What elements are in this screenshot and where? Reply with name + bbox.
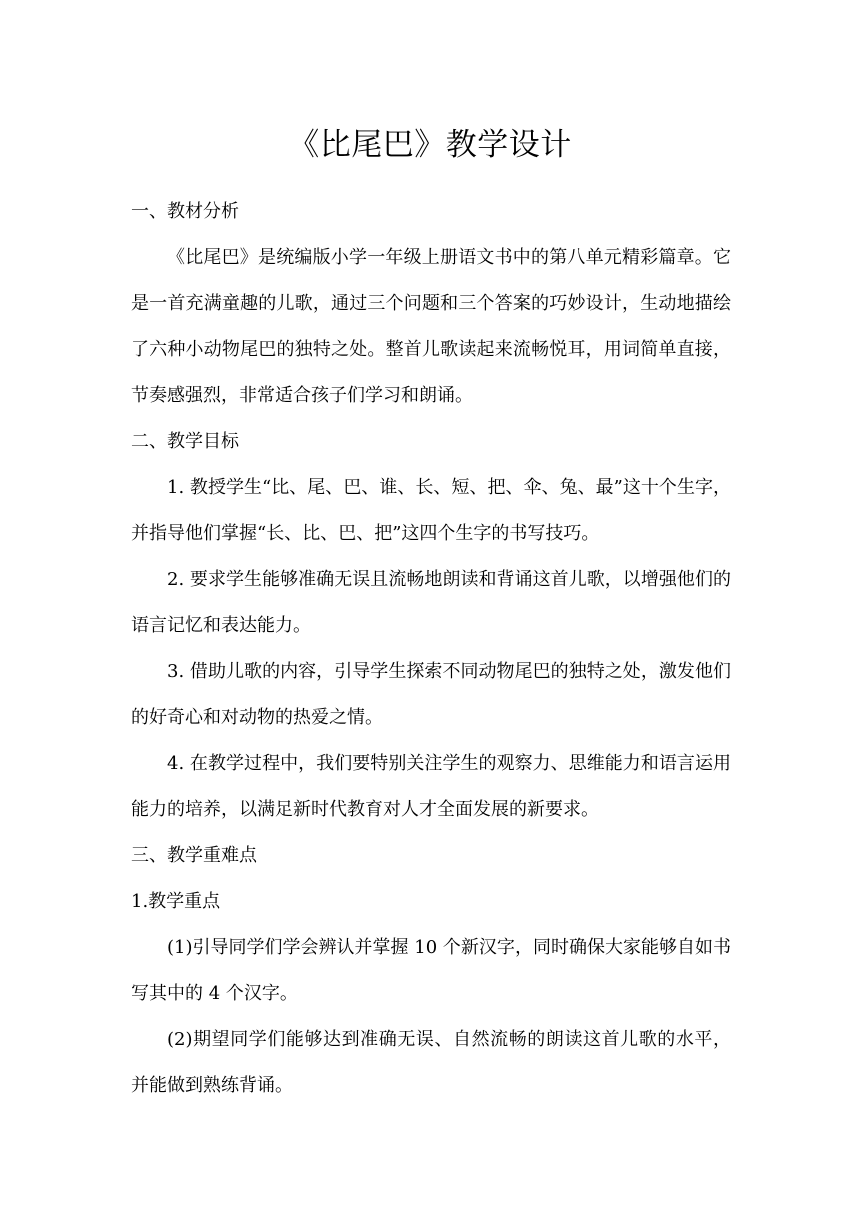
teaching-goal-item: 4. 在教学过程中，我们要特别关注学生的观察力、思维能力和语言运用能力的培养，以满足新时代教育对人才全面发展的新要求。 [131, 753, 731, 820]
teaching-goal-item: 1. 教授学生“比、尾、巴、谁、长、短、把、伞、兔、最”这十个生字，并指导他们掌握“长、比、巴、把”这四个生字的书写技巧。 [131, 477, 731, 544]
teaching-goal-item: 3. 借助儿歌的内容，引导学生探索不同动物尾巴的独特之处，激发他们的好奇心和对动物的热爱之情。 [131, 661, 731, 728]
subheading-teaching-focus: 1.教学重点 [131, 891, 221, 912]
section-heading-textbook-analysis: 一、教材分析 [131, 201, 239, 222]
teaching-focus-item: (2)期望同学们能够达到准确无误、自然流畅的朗读这首儿歌的水平，并能做到熟练背诵。 [131, 1029, 731, 1096]
section-heading-key-points: 三、教学重难点 [131, 845, 257, 866]
teaching-focus-item: (1)引导同学们学会辨认并掌握 10 个新汉字，同时确保大家能够自如书写其中的 4 个汉字。 [131, 937, 731, 1004]
teaching-goal-item: 2. 要求学生能够准确无误且流畅地朗读和背诵这首儿歌，以增强他们的语言记忆和表达能力。 [131, 569, 731, 636]
document-body [131, 189, 731, 1109]
document-title: 《比尾巴》教学设计 [288, 127, 572, 163]
section-heading-teaching-goals: 二、教学目标 [131, 431, 239, 452]
textbook-analysis-paragraph: 《比尾巴》是统编版小学一年级上册语文书中的第八单元精彩篇章。它是一首充满童趣的儿歌，通过三个问题和三个答案的巧妙设计，生动地描绘了六种小动物尾巴的独特之处。整首儿歌读起来流畅悦耳，用词简单直接，节奏感强烈，非常适合孩子们学习和朗诵。 [131, 247, 731, 406]
